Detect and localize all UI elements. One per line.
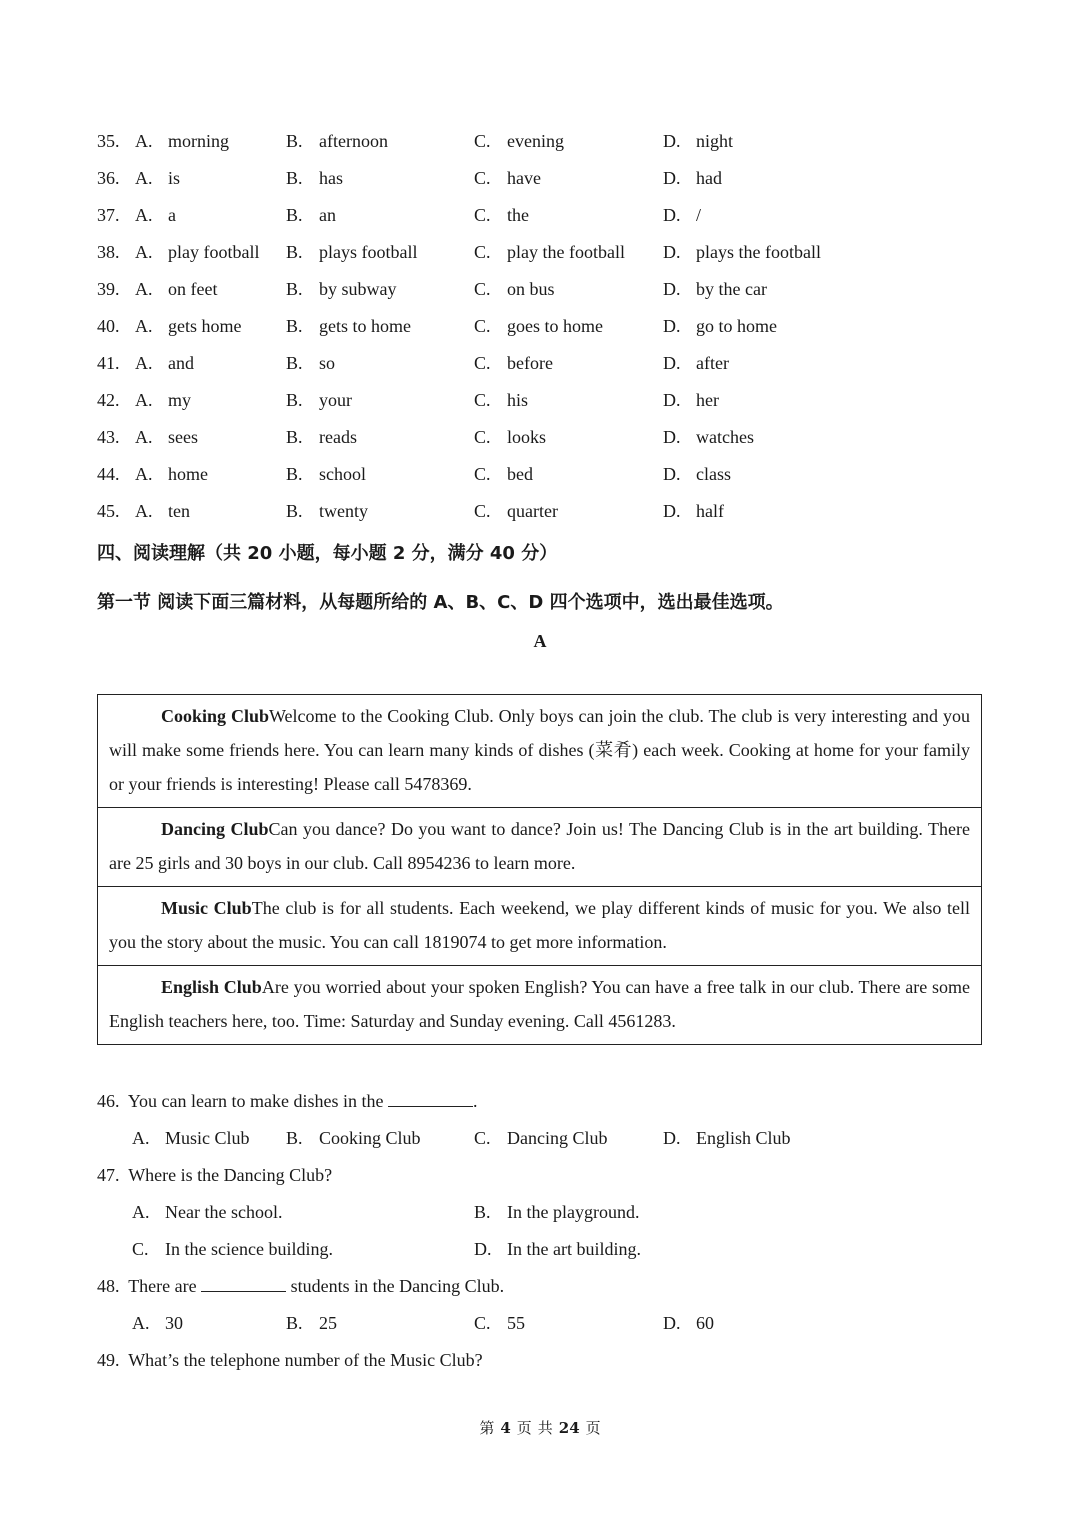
question-text: You can learn to make dishes in the	[127, 1091, 384, 1111]
option-b: B. plays football	[286, 242, 418, 262]
option-d: D. English Club	[663, 1128, 791, 1148]
clubs-table	[97, 694, 982, 1045]
option-d: D. /	[663, 205, 702, 225]
section-title: 四、阅读理解（共 20 小题，每小题 2 分，满分 40 分）	[97, 543, 558, 564]
question-48-options	[0, 1308, 1080, 1338]
option-c: C. In the science building.	[132, 1239, 333, 1259]
club-cell	[98, 966, 982, 1045]
option-a: A. play football	[135, 242, 260, 262]
option-d: D. by the car	[663, 279, 767, 299]
club-row	[98, 808, 982, 887]
option-c: C. his	[474, 390, 529, 410]
question-number: 37.	[97, 205, 120, 225]
option-b: B. has	[286, 168, 343, 188]
question-48-stem	[0, 1271, 1080, 1301]
club-cell	[98, 887, 982, 966]
club-name: English Club	[161, 977, 262, 997]
question-row	[0, 126, 1080, 156]
question-number: 44.	[97, 464, 120, 484]
option-b: B. so	[286, 353, 336, 373]
option-b: B. 25	[286, 1313, 337, 1333]
question-number: 41.	[97, 353, 120, 373]
question-text: What’s the telephone number of the Music Club?	[128, 1350, 483, 1370]
option-d: D. class	[663, 464, 731, 484]
club-name: Dancing Club	[161, 819, 269, 839]
option-d: D. go to home	[663, 316, 777, 336]
option-d: D. night	[663, 131, 734, 151]
club-text: Welcome to the Cooking Club. Only boys can join the club. The club is very interesting and you will make some friends here. You can learn many kinds of dishes (菜肴) each week. Cooking at home for your family or your friends is interesting! Please call 5478369.	[109, 706, 970, 794]
club-cell	[98, 808, 982, 887]
option-c: C. before	[474, 353, 553, 373]
option-c: C. on bus	[474, 279, 555, 299]
answer-blank	[388, 1088, 473, 1107]
question-row	[0, 385, 1080, 415]
option-a: A. is	[135, 168, 181, 188]
option-a: A. Near the school.	[132, 1202, 283, 1222]
option-a: A. sees	[135, 427, 198, 447]
question-number: 42.	[97, 390, 120, 410]
answer-blank	[201, 1273, 286, 1292]
question-49-stem	[0, 1345, 1080, 1375]
question-number: 40.	[97, 316, 120, 336]
page-footer: 第 4 页 共 24 页	[479, 1419, 601, 1437]
option-d: D. 60	[663, 1313, 714, 1333]
option-c: C. bed	[474, 464, 533, 484]
question-text-end: students in the Dancing Club.	[290, 1276, 505, 1296]
question-number: 43.	[97, 427, 120, 447]
question-text: Where is the Dancing Club?	[128, 1165, 333, 1185]
option-c: C. play the football	[474, 242, 625, 262]
question-46-stem	[0, 1086, 1080, 1116]
option-a: A. gets home	[135, 316, 242, 336]
question-row	[0, 496, 1080, 526]
option-d: D. half	[663, 501, 724, 521]
page-number: 4	[500, 1419, 511, 1437]
option-a: A. and	[135, 353, 194, 373]
question-number: 47.	[97, 1165, 120, 1185]
club-row	[98, 695, 982, 808]
club-row	[98, 966, 982, 1045]
option-c: C. the	[474, 205, 529, 225]
club-name: Cooking Club	[161, 706, 269, 726]
club-text: Are you worried about your spoken English? You can have a free talk in our club. There are some English teachers here, too. Time: Saturday and Sunday evening. Call 4561283.	[109, 977, 970, 1031]
question-number: 46.	[97, 1091, 120, 1111]
question-number: 38.	[97, 242, 120, 262]
question-row	[0, 200, 1080, 230]
option-c: C. have	[474, 168, 541, 188]
question-number: 36.	[97, 168, 120, 188]
option-b: B. twenty	[286, 501, 368, 521]
option-a: A. 30	[132, 1313, 183, 1333]
option-d: D. after	[663, 353, 729, 373]
page-total: 24	[558, 1419, 580, 1437]
option-c: C. 55	[474, 1313, 525, 1333]
club-row	[98, 887, 982, 966]
option-c: C. looks	[474, 427, 547, 447]
question-row	[0, 237, 1080, 267]
question-number: 39.	[97, 279, 120, 299]
option-b: B. afternoon	[286, 131, 388, 151]
option-a: A. my	[135, 390, 192, 410]
option-a: A. morning	[135, 131, 229, 151]
question-46-options	[0, 1123, 1080, 1153]
option-a: A. home	[135, 464, 208, 484]
option-d: D. watches	[663, 427, 754, 447]
option-d: D. her	[663, 390, 719, 410]
question-number: 48.	[97, 1276, 120, 1296]
option-b: B. an	[286, 205, 336, 225]
question-number: 35.	[97, 131, 120, 151]
club-text: Can you dance? Do you want to dance? Join us! The Dancing Club is in the art building. There are 25 girls and 30 boys in our club. Call 8954236 to learn more.	[109, 819, 970, 873]
club-name: Music Club	[161, 898, 252, 918]
club-text: The club is for all students. Each weekend, we play different kinds of music for you. We also tell you the story about the music. You can call 1819074 to get more information.	[109, 898, 970, 952]
option-a: A. a	[135, 205, 176, 225]
option-a: A. on feet	[135, 279, 218, 299]
option-c: C. evening	[474, 131, 564, 151]
club-cell	[98, 695, 982, 808]
option-d: D. plays the football	[663, 242, 821, 262]
question-number: 45.	[97, 501, 120, 521]
question-47-options-row2	[0, 1234, 1080, 1264]
option-c: C. goes to home	[474, 316, 603, 336]
option-a: A. ten	[135, 501, 190, 521]
option-b: B. gets to home	[286, 316, 411, 336]
question-row	[0, 274, 1080, 304]
part-title: 第一节 阅读下面三篇材料，从每题所给的 A、B、C、D 四个选项中，选出最佳选项。	[97, 592, 784, 613]
question-number: 49.	[97, 1350, 120, 1370]
option-c: C. Dancing Club	[474, 1128, 608, 1148]
question-47-options-row1	[0, 1197, 1080, 1227]
question-row	[0, 422, 1080, 452]
option-b: B. by subway	[286, 279, 397, 299]
question-row	[0, 311, 1080, 341]
option-d: D. had	[663, 168, 722, 188]
option-a: A. Music Club	[132, 1128, 250, 1148]
question-text: There are	[128, 1276, 197, 1296]
question-row	[0, 459, 1080, 489]
passage-label: A	[533, 631, 547, 651]
question-row	[0, 348, 1080, 378]
option-b: B. your	[286, 390, 352, 410]
option-b: B. school	[286, 464, 366, 484]
option-d: D. In the art building.	[474, 1239, 641, 1259]
question-47-stem	[0, 1160, 1080, 1190]
option-c: C. quarter	[474, 501, 558, 521]
option-b: B. Cooking Club	[286, 1128, 421, 1148]
option-b: B. In the playground.	[474, 1202, 640, 1222]
option-b: B. reads	[286, 427, 357, 447]
question-text-end: .	[472, 1091, 478, 1111]
question-row	[0, 163, 1080, 193]
